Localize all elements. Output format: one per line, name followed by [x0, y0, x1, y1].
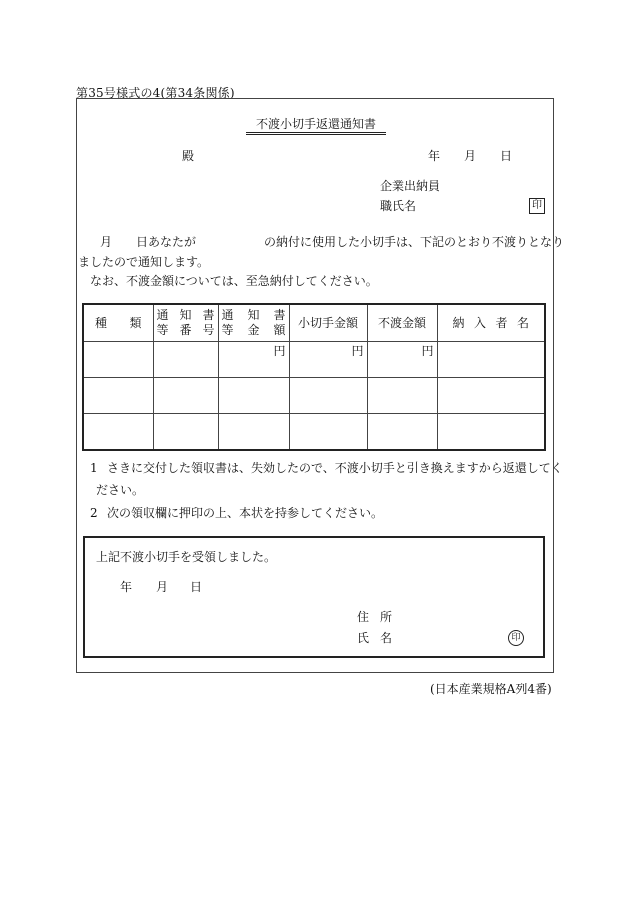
- issuer-position: 企業出納員: [380, 179, 441, 193]
- document-title: 不渡小切手返還通知書: [246, 117, 386, 135]
- jis-standard-note: (日本産業規格A列4番): [430, 682, 552, 696]
- date-month: 月: [464, 149, 477, 163]
- table-cell: [83, 378, 153, 414]
- receipt-name-label-1: 氏: [357, 631, 370, 645]
- check-details-table: [82, 303, 546, 451]
- header-payer-name: 納 入 者 名: [437, 304, 545, 342]
- instruction-2-number: 2: [90, 506, 98, 520]
- instruction-2-text: 次の領収欄に押印の上、本状を持参してください。: [107, 506, 384, 520]
- table-cell: [437, 414, 545, 451]
- header-type: 種 類: [83, 304, 153, 342]
- notice-line1-rest: の納付に使用した小切手は、下記のとおり不渡りとなり: [264, 235, 565, 249]
- table-row: [83, 414, 545, 451]
- table-cell: [83, 342, 153, 378]
- header-notice-number: 通 知 書 等 番 号: [153, 304, 218, 342]
- issuer-name-label: 職氏名: [380, 199, 417, 213]
- notice-day-text: 日あなたが: [136, 235, 197, 249]
- table-cell: [218, 378, 289, 414]
- receipt-month: 月: [156, 580, 169, 594]
- table-cell: [367, 414, 437, 451]
- table-cell-yen: 円: [218, 342, 289, 378]
- header-check-amount: 小切手金額: [289, 304, 367, 342]
- table-cell: [153, 342, 218, 378]
- notice-line2: ましたので通知します。: [78, 255, 210, 269]
- table-cell: [437, 378, 545, 414]
- header-dishonored-amount: 不渡金額: [367, 304, 437, 342]
- instruction-1-number: 1: [90, 461, 98, 475]
- notice-month: 月: [100, 235, 113, 249]
- table-header-row: [83, 304, 545, 342]
- instruction-1-line1: さきに交付した領収書は、失効したので、不渡小切手と引き換えますから返還してく: [107, 461, 563, 475]
- addressee-suffix: 殿: [182, 149, 195, 163]
- table-cell: [153, 378, 218, 414]
- form-number: 第35号様式の4(第34条関係): [76, 86, 235, 100]
- receipt-day: 日: [190, 580, 203, 594]
- table-cell: [289, 414, 367, 451]
- receipt-year: 年: [120, 580, 133, 594]
- receipt-name-label-2: 名: [380, 631, 393, 645]
- receipt-statement: 上記不渡小切手を受領しました。: [96, 550, 277, 564]
- table-cell: [437, 342, 545, 378]
- notice-line3: なお、不渡金額については、至急納付してください。: [90, 274, 378, 288]
- issuer-seal-mark: 印: [529, 198, 545, 214]
- instruction-1-line2: ださい。: [96, 483, 145, 497]
- table-row: [83, 342, 545, 378]
- table-cell: [289, 378, 367, 414]
- table-row: [83, 378, 545, 414]
- header-notice-amount: 通 知 書 等 金 額: [218, 304, 289, 342]
- receipt-seal-mark: 印: [508, 630, 524, 646]
- table-cell: [218, 414, 289, 451]
- table-cell-yen: 円: [367, 342, 437, 378]
- receipt-address-label-1: 住: [357, 610, 370, 624]
- table-cell: [153, 414, 218, 451]
- table-cell: [83, 414, 153, 451]
- table-cell-yen: 円: [289, 342, 367, 378]
- date-year: 年: [428, 149, 441, 163]
- receipt-address-label-2: 所: [380, 610, 393, 624]
- date-day: 日: [500, 149, 513, 163]
- table-cell: [367, 378, 437, 414]
